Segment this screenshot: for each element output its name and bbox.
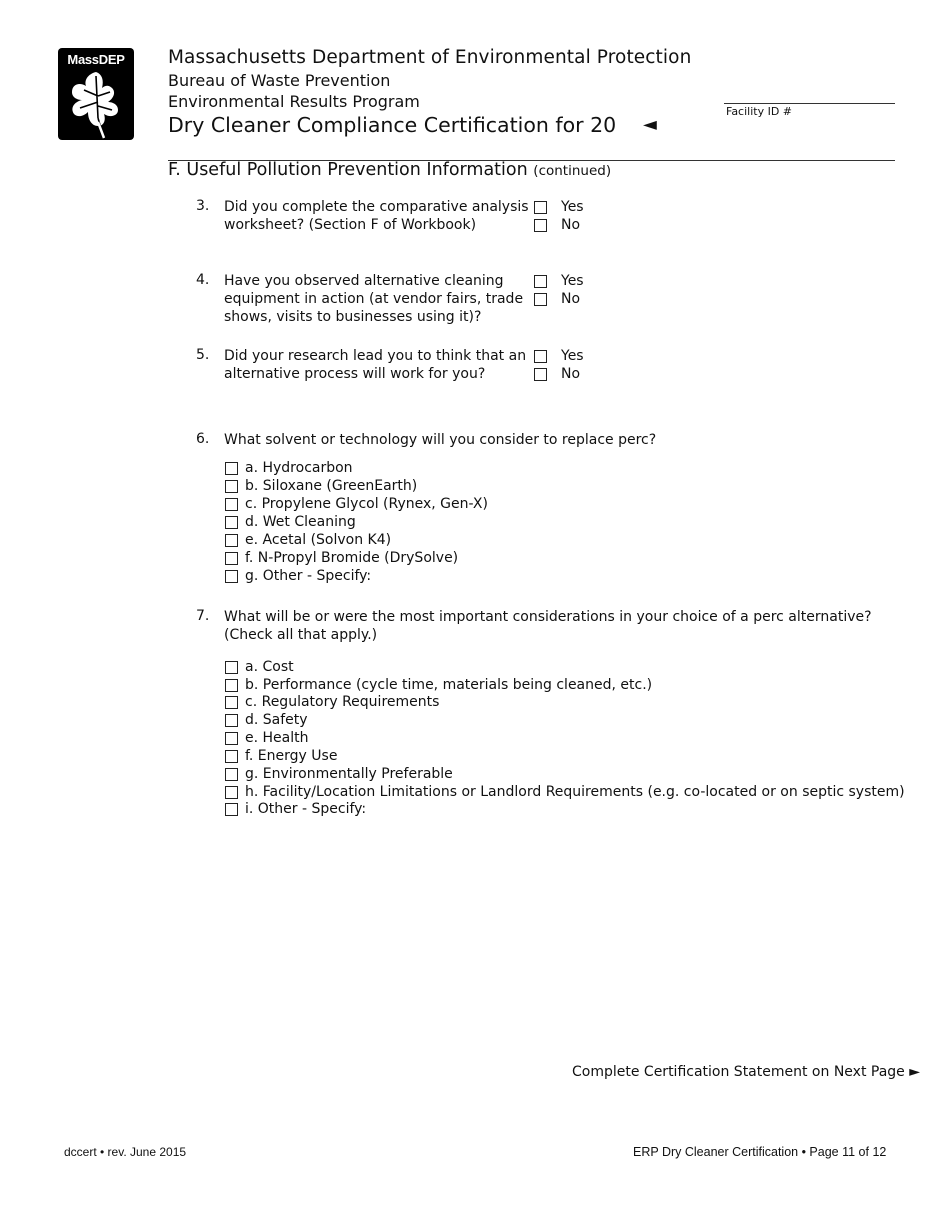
q6-option-label: d. Wet Cleaning: [245, 514, 356, 530]
q7-checkbox-h[interactable]: [225, 786, 238, 799]
q5-yes-label: Yes: [561, 348, 584, 364]
q6-option[interactable]: [225, 549, 458, 567]
q4-yes-label: Yes: [561, 273, 584, 289]
q7-option-label: f. Energy Use: [245, 748, 338, 764]
q4-yes-checkbox[interactable]: [534, 275, 547, 288]
form-title: Dry Cleaner Compliance Certification for 20: [168, 113, 617, 137]
q7-number: 7.: [196, 608, 210, 624]
next-page-note: Complete Certification Statement on Next Page ►: [572, 1064, 920, 1080]
q4-yes-option[interactable]: [534, 272, 584, 290]
q5-yes-checkbox[interactable]: [534, 350, 547, 363]
q7-checkbox-f[interactable]: [225, 750, 238, 763]
q7-option[interactable]: [225, 729, 309, 747]
q4-no-label: No: [561, 291, 581, 307]
q6-option-label: f. N-Propyl Bromide (DrySolve): [245, 550, 459, 566]
q6-option-label: a. Hydrocarbon: [245, 460, 353, 476]
q4-text: [224, 272, 523, 326]
q4-number: 4.: [196, 272, 210, 288]
section-continued: (continued): [533, 163, 612, 179]
q3-line-2: worksheet? (Section F of Workbook): [224, 217, 477, 233]
q7-option-label: e. Health: [245, 730, 309, 746]
q5-no-checkbox[interactable]: [534, 368, 547, 381]
q7-checkbox-c[interactable]: [225, 696, 238, 709]
q7-checkbox-d[interactable]: [225, 714, 238, 727]
q6-option[interactable]: [225, 567, 371, 585]
q3-line-1: Did you complete the comparative analysis: [224, 199, 529, 215]
section-title-text: F. Useful Pollution Prevention Information: [168, 160, 528, 180]
q7-option-label: c. Regulatory Requirements: [245, 694, 440, 710]
q3-text: [224, 198, 529, 234]
q7-option[interactable]: [225, 765, 453, 783]
q3-number: 3.: [196, 198, 210, 214]
q7-option-label: d. Safety: [245, 712, 308, 728]
q4-line-2: equipment in action (at vendor fairs, trade: [224, 291, 524, 307]
q7-option[interactable]: [225, 800, 366, 818]
year-field-marker[interactable]: ◄: [643, 114, 657, 135]
logo-text: MassDEP: [67, 52, 125, 67]
q3-no-label: No: [561, 217, 581, 233]
agency-name: Massachusetts Department of Environmental Protection: [168, 47, 692, 68]
program-name: Environmental Results Program: [168, 92, 420, 111]
q3-no-option[interactable]: [534, 216, 580, 234]
section-title: [168, 160, 611, 180]
q3-yes-checkbox[interactable]: [534, 201, 547, 214]
q7-option[interactable]: [225, 747, 337, 765]
q4-no-option[interactable]: [534, 290, 580, 308]
q3-no-checkbox[interactable]: [534, 219, 547, 232]
q6-checkbox-g[interactable]: [225, 570, 238, 583]
massdep-logo: [58, 48, 134, 140]
facility-id-label: Facility ID #: [726, 105, 793, 118]
q6-option[interactable]: [225, 495, 488, 513]
q5-line-1: Did your research lead you to think that an: [224, 348, 527, 364]
q5-yes-option[interactable]: [534, 347, 584, 365]
q6-checkbox-c[interactable]: [225, 498, 238, 511]
q5-no-option[interactable]: [534, 365, 580, 383]
bureau-name: Bureau of Waste Prevention: [168, 71, 391, 90]
q7-line-1: What will be or were the most important considerations in your choice of a perc alternative?: [224, 609, 872, 625]
oak-leaf-icon: [58, 66, 134, 140]
q7-option[interactable]: [225, 676, 652, 694]
q5-number: 5.: [196, 347, 210, 363]
q6-option[interactable]: [225, 477, 417, 495]
q7-option[interactable]: [225, 783, 905, 801]
q7-option[interactable]: [225, 693, 439, 711]
q7-option[interactable]: [225, 658, 294, 676]
q6-option-label: e. Acetal (Solvon K4): [245, 532, 392, 548]
q5-line-2: alternative process will work for you?: [224, 366, 486, 382]
q7-text: [224, 608, 872, 644]
q6-option-label: b. Siloxane (GreenEarth): [245, 478, 418, 494]
q7-option-label: g. Environmentally Preferable: [245, 766, 453, 782]
q7-line-2: (Check all that apply.): [224, 627, 378, 643]
q4-line-1: Have you observed alternative cleaning: [224, 273, 504, 289]
q7-option-label: h. Facility/Location Limitations or Landlord Requirements (e.g. co-located or on septic system): [245, 784, 905, 800]
q4-line-3: shows, visits to businesses using it)?: [224, 309, 482, 325]
footer-page-number: ERP Dry Cleaner Certification • Page 11 of 12: [633, 1145, 887, 1159]
q6-option-label: c. Propylene Glycol (Rynex, Gen-X): [245, 496, 488, 512]
q6-checkbox-f[interactable]: [225, 552, 238, 565]
q6-option[interactable]: [225, 513, 356, 531]
q3-yes-label: Yes: [561, 199, 584, 215]
q6-checkbox-d[interactable]: [225, 516, 238, 529]
q4-no-checkbox[interactable]: [534, 293, 547, 306]
q3-yes-option[interactable]: [534, 198, 584, 216]
q7-checkbox-e[interactable]: [225, 732, 238, 745]
q6-option[interactable]: [225, 459, 353, 477]
q7-option-label: a. Cost: [245, 659, 294, 675]
q6-checkbox-b[interactable]: [225, 480, 238, 493]
q6-checkbox-e[interactable]: [225, 534, 238, 547]
q7-option-label: b. Performance (cycle time, materials being cleaned, etc.): [245, 677, 653, 693]
q6-checkbox-a[interactable]: [225, 462, 238, 475]
q7-option-label: i. Other - Specify:: [245, 801, 367, 817]
q6-text: What solvent or technology will you consider to replace perc?: [224, 432, 657, 448]
q7-checkbox-g[interactable]: [225, 768, 238, 781]
q6-option-label: g. Other - Specify:: [245, 568, 372, 584]
q5-text: [224, 347, 526, 383]
q7-checkbox-a[interactable]: [225, 661, 238, 674]
facility-id-field[interactable]: [724, 103, 895, 104]
footer-revision: dccert • rev. June 2015: [64, 1145, 187, 1159]
q5-no-label: No: [561, 366, 581, 382]
q7-option[interactable]: [225, 711, 308, 729]
q7-checkbox-i[interactable]: [225, 803, 238, 816]
q6-number: 6.: [196, 431, 210, 447]
q7-checkbox-b[interactable]: [225, 679, 238, 692]
q6-option[interactable]: [225, 531, 391, 549]
